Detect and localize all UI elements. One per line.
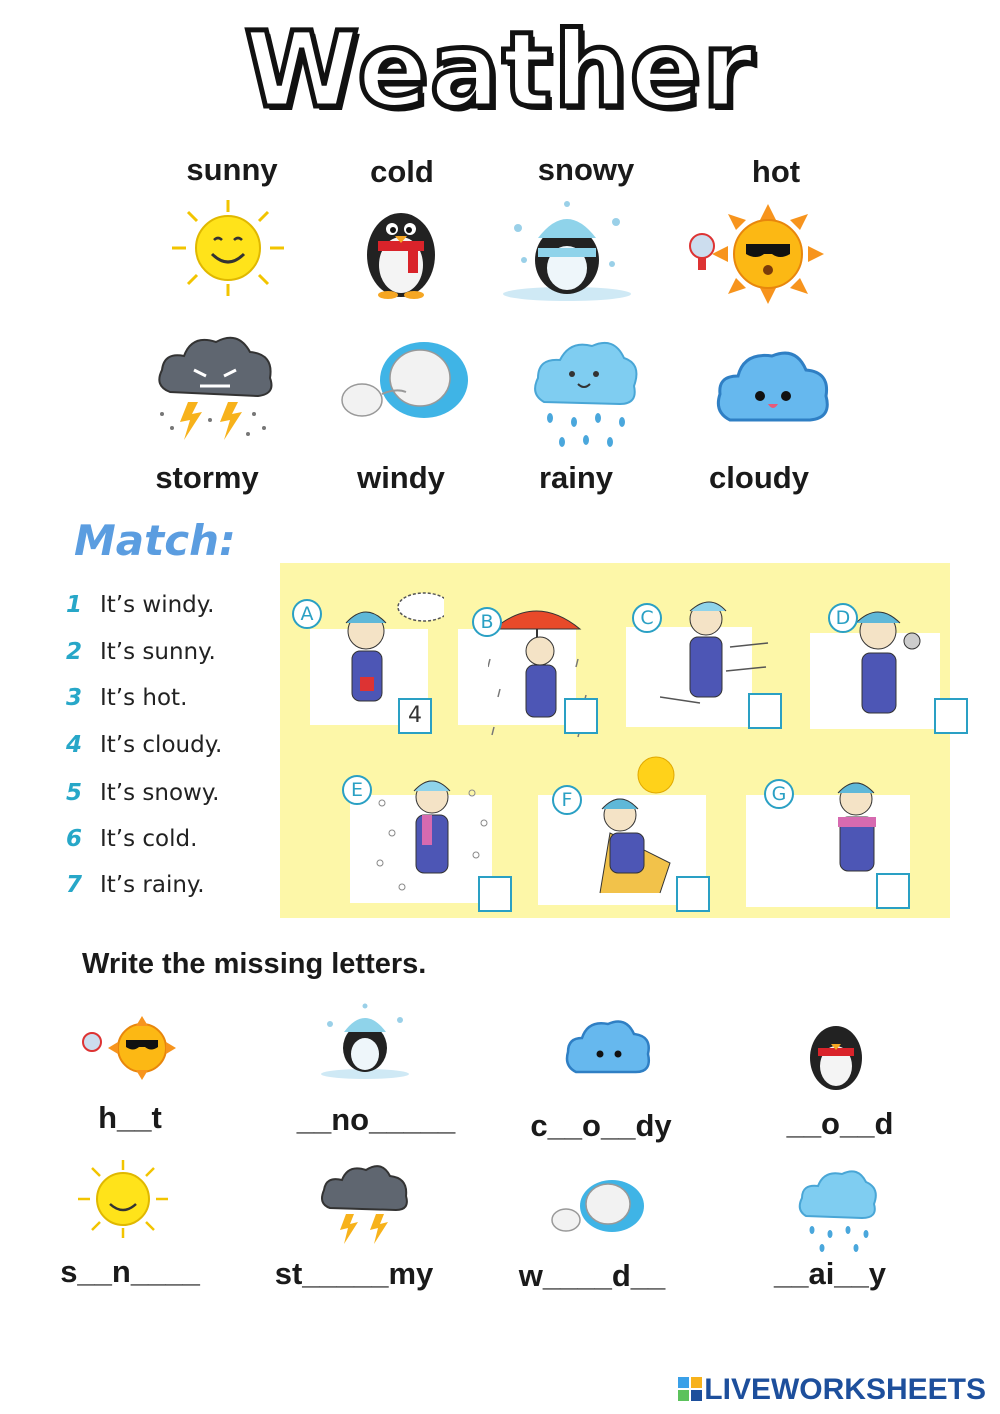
match-picture-panel <box>280 563 950 918</box>
match-item-4: 4 It’s cloudy. <box>66 732 223 758</box>
picture-letter-e: E <box>342 775 372 805</box>
sun-small-icon <box>76 1158 170 1240</box>
vocab-label-rainy: rainy <box>538 460 614 495</box>
write-section-title: Write the missing letters. <box>82 948 427 980</box>
liveworksheets-logo-icon <box>678 1377 702 1401</box>
sun-icon <box>168 198 288 298</box>
answer-box-b[interactable] <box>564 698 598 734</box>
fill-word-cold[interactable]: __o__d <box>786 1106 894 1141</box>
answer-box-a[interactable]: 4 <box>398 698 432 734</box>
penguin-small-icon <box>804 1020 868 1092</box>
fill-word-cloudy[interactable]: c__o__dy <box>530 1108 672 1143</box>
answer-box-d[interactable] <box>934 698 968 734</box>
wind-cloud-small-icon <box>550 1178 646 1238</box>
liveworksheets-brand-text: LIVEWORKSHEETS <box>704 1373 986 1406</box>
fill-word-hot[interactable]: h__t <box>98 1100 162 1135</box>
picture-letter-f: F <box>552 785 582 815</box>
answer-box-c[interactable] <box>748 693 782 729</box>
hot-sun-small-icon <box>80 1012 180 1082</box>
vocab-label-windy: windy <box>357 460 445 495</box>
answer-box-g[interactable] <box>876 873 910 909</box>
vocab-label-sunny: sunny <box>186 152 278 187</box>
picture-letter-a: A <box>292 599 322 629</box>
fill-word-stormy[interactable]: st_____my <box>274 1256 434 1291</box>
fill-word-sunny[interactable]: s__n____ <box>60 1254 200 1289</box>
vocab-label-cloudy: cloudy <box>709 460 809 495</box>
match-item-1: 1 It’s windy. <box>66 592 215 618</box>
match-item-2: 2 It’s sunny. <box>66 639 216 665</box>
page-title: Weather <box>244 9 756 131</box>
match-title: Match: <box>74 516 236 565</box>
match-item-3: 3 It’s hot. <box>66 685 188 711</box>
cloud-icon <box>714 346 832 428</box>
snowy-penguin-icon <box>500 198 635 302</box>
match-item-6: 6 It’s cold. <box>66 826 198 852</box>
fill-word-windy[interactable]: w____d__ <box>518 1258 666 1293</box>
vocab-label-cold: cold <box>370 154 434 189</box>
vocab-label-stormy: stormy <box>155 460 259 495</box>
picture-letter-b: B <box>472 607 502 637</box>
rain-cloud-icon <box>530 334 640 452</box>
match-item-5: 5 It’s snowy. <box>66 780 220 806</box>
storm-cloud-small-icon <box>316 1160 412 1252</box>
character-umbrella-rain-icon <box>488 599 598 759</box>
picture-letter-d: D <box>828 603 858 633</box>
answer-box-f[interactable] <box>676 876 710 912</box>
vocab-label-hot: hot <box>751 154 801 189</box>
fill-word-snowy[interactable]: __no_____ <box>296 1102 456 1137</box>
picture-letter-c: C <box>632 603 662 633</box>
penguin-icon <box>358 203 444 299</box>
snowy-penguin-small-icon <box>318 1002 412 1080</box>
wind-cloud-icon <box>340 338 470 428</box>
vocab-label-snowy: snowy <box>537 152 635 187</box>
storm-cloud-icon <box>150 330 280 442</box>
rain-cloud-small-icon <box>796 1166 880 1256</box>
cloud-small-icon <box>564 1016 654 1078</box>
answer-box-e[interactable] <box>478 876 512 912</box>
fill-word-rainy[interactable]: __ai__y <box>773 1256 887 1291</box>
liveworksheets-logo[interactable] <box>678 1373 986 1407</box>
hot-sun-icon <box>686 204 824 304</box>
picture-letter-g: G <box>764 779 794 809</box>
match-item-7: 7 It’s rainy. <box>66 872 205 898</box>
